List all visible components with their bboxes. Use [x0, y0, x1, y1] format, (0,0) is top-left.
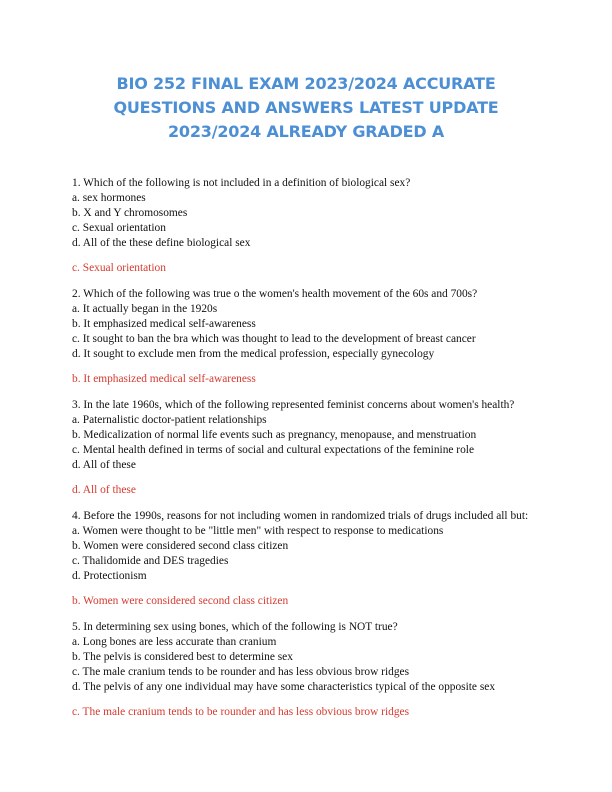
question-text: 1. Which of the following is not included in a definition of biological sex? — [72, 177, 411, 189]
title-line-1: BIO 252 FINAL EXAM 2023/2024 ACCURATE — [116, 74, 496, 93]
option-d: d. Protectionism — [72, 570, 147, 582]
option-d: d. It sought to exclude men from the medical profession, especially gynecology — [72, 348, 435, 360]
question-block-2 — [72, 287, 552, 362]
option-b: b. X and Y chromosomes — [72, 207, 188, 219]
question-text: 5. In determining sex using bones, which of the following is NOT true? — [72, 621, 398, 633]
option-c: c. Thalidomide and DES tragedies — [72, 555, 229, 567]
option-b: b. Medicalization of normal life events such as pregnancy, menopause, and menstruation — [72, 429, 477, 441]
option-c: c. It sought to ban the bra which was thought to lead to the development of breast cancer — [72, 333, 476, 345]
option-b: b. Women were considered second class citizen — [72, 540, 289, 552]
answer-2: b. It emphasized medical self-awareness — [72, 373, 256, 385]
question-block-5 — [72, 620, 552, 695]
title-line-3: 2023/2024 ALREADY GRADED A — [167, 122, 445, 141]
answer-5: c. The male cranium tends to be rounder and has less obvious brow ridges — [72, 706, 409, 718]
document-title — [60, 72, 552, 144]
question-text: 2. Which of the following was true o the women's health movement of the 60s and 700s? — [72, 288, 478, 300]
option-b: b. The pelvis is considered best to determine sex — [72, 651, 293, 663]
questions-content — [72, 176, 552, 731]
option-b: b. It emphasized medical self-awareness — [72, 318, 256, 330]
answer-3: d. All of these — [72, 484, 136, 496]
option-d: d. All of these — [72, 459, 136, 471]
option-a: a. It actually began in the 1920s — [72, 303, 218, 315]
question-text: 3. In the late 1960s, which of the following represented feminist concerns about women's health? — [72, 399, 515, 411]
option-d: d. All of the these define biological sex — [72, 237, 251, 249]
question-block-3 — [72, 398, 552, 473]
question-block-4 — [72, 509, 552, 584]
option-a: a. sex hormones — [72, 192, 146, 204]
option-c: c. The male cranium tends to be rounder and has less obvious brow ridges — [72, 666, 409, 678]
option-a: a. Long bones are less accurate than cranium — [72, 636, 277, 648]
question-text: 4. Before the 1990s, reasons for not including women in randomized trials of drugs included all but: — [72, 510, 529, 522]
option-a: a. Women were thought to be "little men" with respect to response to medications — [72, 525, 444, 537]
title-line-2: QUESTIONS AND ANSWERS LATEST UPDATE — [113, 98, 499, 117]
answer-4: b. Women were considered second class citizen — [72, 595, 289, 607]
option-c: c. Sexual orientation — [72, 222, 166, 234]
question-block-1 — [72, 176, 552, 251]
option-d: d. The pelvis of any one individual may have some characteristics typical of the opposite sex — [72, 681, 496, 693]
option-a: a. Paternalistic doctor-patient relationships — [72, 414, 267, 426]
answer-1: c. Sexual orientation — [72, 262, 166, 274]
option-c: c. Mental health defined in terms of social and cultural expectations of the feminine role — [72, 444, 475, 456]
